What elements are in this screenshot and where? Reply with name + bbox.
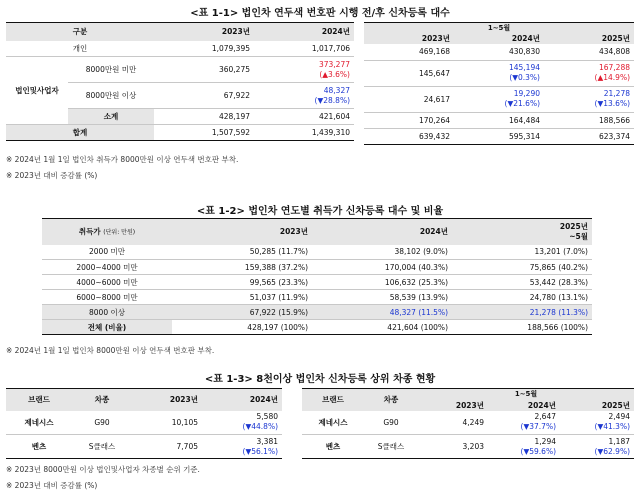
cell: 373,277 (▲3.6%): [254, 57, 354, 83]
cell: 360,275: [154, 57, 254, 83]
table-row: [6, 57, 354, 83]
cell: 24,617: [364, 86, 454, 112]
cell: 623,374: [598, 131, 630, 141]
col-header-category: 구분: [6, 23, 154, 41]
cell: 21,278 (▼13.6%): [544, 86, 634, 112]
cell: 67,922: [154, 83, 254, 109]
table1-note: ※ 2024년 1월 1일 법인차 취득가 8000만원 이상 연두색 번호판 부착.: [6, 155, 239, 164]
model-cell: S클래스: [377, 442, 405, 451]
table3-title: <표 1-3> 8천이상 법인차 신차등록 상위 차종 현황: [204, 374, 436, 385]
cell: 421,604: [254, 109, 354, 125]
cell: 170,264: [364, 112, 454, 128]
cell: 1,079,395: [154, 41, 254, 57]
cell: 99,565 (23.3%): [172, 275, 312, 290]
col-header-2025: 2025년 ~5월: [452, 219, 592, 245]
row-label: 4000~6000 미만: [42, 275, 172, 290]
table-row: [6, 41, 354, 57]
table-row: [364, 128, 634, 144]
cell: 3,203: [462, 442, 484, 451]
row-label: 전체 (비율): [42, 320, 172, 335]
brand-cell: 제네시스: [302, 411, 364, 435]
table2: [42, 218, 592, 335]
row-label: 2000 미만: [42, 245, 172, 260]
period-header: 1~5월: [364, 23, 634, 34]
cell: 48,327 (▼28.8%): [254, 83, 354, 109]
table-row: [302, 435, 634, 459]
cell: 4,249: [418, 411, 488, 435]
col-header-2024: 2024년: [454, 33, 544, 44]
brand-cell: 제네시스: [6, 411, 72, 435]
table-row: [6, 125, 354, 141]
table3-note: ※ 2023년 대비 증감률 (%): [6, 481, 98, 490]
cell: 1,187 (▼62.9%): [594, 436, 630, 456]
cell: 19,290 (▼21.6%): [454, 86, 544, 112]
cell: 428,197 (100%): [247, 322, 308, 332]
row-label: 2000~4000 미만: [42, 260, 172, 275]
col-header-2024: 2024년: [254, 23, 354, 41]
cell: 595,314: [508, 131, 540, 141]
cell: 167,288 (▲14.9%): [544, 60, 634, 86]
cell: 421,604 (100%): [387, 322, 448, 332]
table-row: [364, 44, 634, 60]
brand-cell: 벤츠: [31, 442, 47, 451]
row-label: 합계: [6, 125, 154, 141]
cell: 38,102 (9.0%): [312, 245, 452, 260]
col-header-brand: 브랜드: [6, 389, 72, 411]
table2-note: ※ 2024년 1월 1일 법인차 8000만원 이상 연두색 번호판 부착.: [6, 346, 215, 355]
cell: 51,037 (11.9%): [172, 290, 312, 305]
table1-title: <표 1-1> 법인차 연두색 번호판 시행 전/후 신차등록 대수: [190, 8, 450, 19]
col-header-model: 차종: [364, 389, 418, 411]
row-label: 소계: [68, 109, 154, 125]
row-label: 개인: [6, 41, 154, 57]
cell: 58,539 (13.9%): [312, 290, 452, 305]
cell: 24,780 (13.1%): [452, 290, 592, 305]
cell: 188,566 (100%): [527, 322, 588, 332]
row-label: 8000만원 이상: [68, 83, 154, 109]
cell: 13,201 (7.0%): [452, 245, 592, 260]
col-header-2024: 2024년: [312, 219, 452, 245]
model-cell: G90: [72, 411, 132, 435]
table-row: [42, 245, 592, 260]
cell: 21,278 (11.3%): [452, 305, 592, 320]
table1-right: [364, 22, 634, 145]
model-cell: S클래스: [88, 442, 116, 451]
cell: 1,507,592: [211, 128, 250, 137]
table-row: [6, 411, 282, 435]
table3-left: [6, 388, 282, 459]
cell: 159,388 (37.2%): [172, 260, 312, 275]
col-header-model: 차종: [72, 389, 132, 411]
cell: 48,327 (11.5%): [312, 305, 452, 320]
table-row: [364, 60, 634, 86]
table3-right: [302, 388, 634, 459]
cell: 170,004 (40.3%): [312, 260, 452, 275]
col-header-2024: 2024년: [202, 389, 282, 411]
col-header-2023: 2023년: [172, 219, 312, 245]
col-header-2023: 2023년: [132, 389, 202, 411]
cell: 5,580 (▼44.8%): [202, 411, 282, 435]
col-header-2023: 2023년: [418, 400, 488, 411]
cell: 50,285 (11.7%): [172, 245, 312, 260]
col-header-2024: 2024년: [488, 400, 560, 411]
cell: 1,294 (▼59.6%): [520, 436, 556, 456]
cell: 106,632 (25.3%): [312, 275, 452, 290]
cell: 3,381 (▼56.1%): [242, 436, 278, 456]
table-row: [302, 411, 634, 435]
cell: 1,017,706: [254, 41, 354, 57]
table-row: [364, 112, 634, 128]
period-header: 1~5월: [418, 389, 634, 400]
table-row: [6, 435, 282, 459]
brand-cell: 벤츠: [325, 442, 341, 451]
model-cell: G90: [364, 411, 418, 435]
table-row: [42, 260, 592, 275]
table-row: [42, 275, 592, 290]
cell: 1,439,310: [311, 128, 350, 137]
cell: 469,168: [364, 44, 454, 60]
cell: 430,830: [454, 44, 544, 60]
table-row: [42, 320, 592, 335]
cell: 75,865 (40.2%): [452, 260, 592, 275]
table-row: [42, 305, 592, 320]
col-header-2023: 2023년: [154, 23, 254, 41]
col-header-2025: 2025년: [560, 400, 634, 411]
cell: 428,197: [154, 109, 254, 125]
row-label: 6000~8000 미만: [42, 290, 172, 305]
cell: 7,705: [176, 442, 198, 451]
cell: 145,647: [364, 60, 454, 86]
col-header-2023: 2023년: [364, 33, 454, 44]
cell: 188,566: [544, 112, 634, 128]
table1-note: ※ 2023년 대비 증감률 (%): [6, 171, 98, 180]
cell: 53,442 (28.3%): [452, 275, 592, 290]
table2-title: <표 1-2> 법인차 연도별 취득가 신차등록 대수 및 비율: [196, 206, 444, 217]
row-label: 8000만원 미만: [68, 57, 154, 83]
cell: 67,922 (15.9%): [172, 305, 312, 320]
cell: 164,484: [454, 112, 544, 128]
group-label: 법인및사업자: [6, 57, 68, 125]
cell: 10,105: [132, 411, 202, 435]
table3-note: ※ 2023년 8000만원 이상 법인및사업자 차종별 순위 기준.: [6, 465, 200, 474]
cell: 2,494 (▼41.3%): [560, 411, 634, 435]
col-header-2025: 2025년: [544, 33, 634, 44]
col-header-price: 취득가 (단위: 만원): [42, 219, 172, 245]
table-row: [42, 290, 592, 305]
row-label: 8000 이상: [42, 305, 172, 320]
table1-left: [6, 22, 354, 141]
col-header-brand: 브랜드: [302, 389, 364, 411]
cell: 145,194 (▼0.3%): [454, 60, 544, 86]
table-row: [364, 86, 634, 112]
cell: 2,647 (▼37.7%): [488, 411, 560, 435]
cell: 639,432: [418, 131, 450, 141]
cell: 434,808: [544, 44, 634, 60]
